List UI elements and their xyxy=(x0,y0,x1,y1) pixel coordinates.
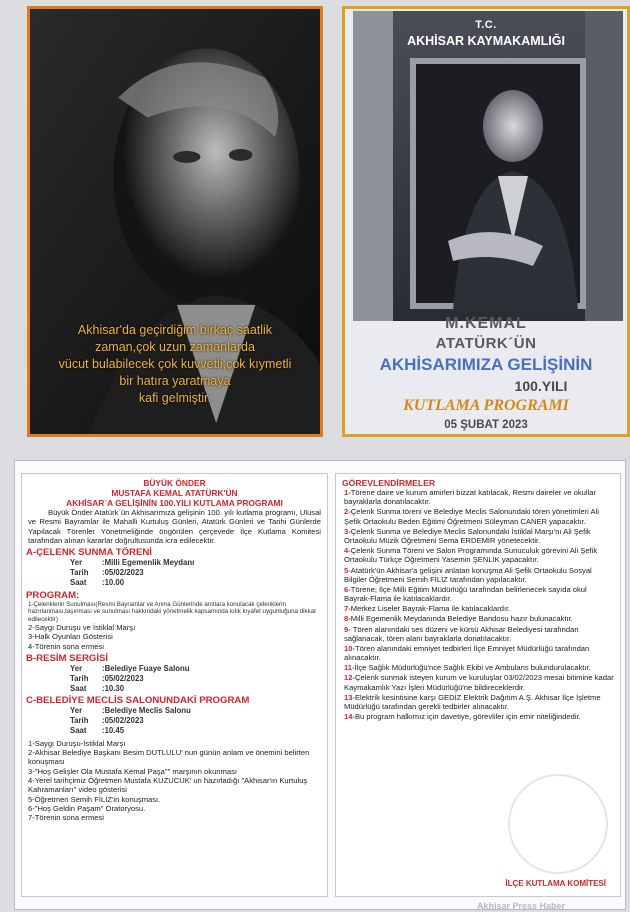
section-a-details: Yer :Milli Egemenlik Meydanı Tarih :05/02/2023 Saat :10.00 xyxy=(70,558,195,587)
list-item: 3-Halk Oyunları Gösterisi xyxy=(28,632,113,642)
gorev-item xyxy=(344,673,614,692)
header-line: BÜYÜK ÖNDER xyxy=(143,478,206,488)
section-b-title: B-RESİM SERGİSİ xyxy=(26,652,109,664)
quote-text xyxy=(36,322,314,407)
gorev-item-number: 10- xyxy=(344,643,355,653)
list-item: 4-Yerel tarihçimiz Öğretmen Mustafa KUZUCUK' un hazırladığı "Akhisar'ın Kurtuluş Kahramanları" video gösterisi xyxy=(28,775,308,795)
quote-line: vücut bulabilecek çok kuvvetli,çok kıymetli xyxy=(58,357,292,371)
gorev-item-number: 1- xyxy=(344,488,351,497)
gorev-item-number: 12- xyxy=(344,673,355,683)
gorev-item-number: 2- xyxy=(344,507,351,517)
list-item: 1-Saygı Duruşu-İstiklal Marşı xyxy=(28,738,126,748)
header-line: AKHİSAR´A GELİŞİNİN 100.YILI KUTLAMA PROGRAMI xyxy=(66,498,283,508)
title-panel xyxy=(342,6,630,437)
gorev-item-text: Çelenk sunmak isteyen kurum ve kuruluşlar 03/02/2023 mesai bitimine kadar Kaymakamlık Yazı İşleri Müdürlüğü'ne bildireceklerdir. xyxy=(344,673,614,692)
section-b-details: Yer :Belediye Fuaye Salonu Tarih :05/02/2023 Saat :10.30 xyxy=(70,663,190,693)
section-c-list xyxy=(22,739,327,823)
program-subtitle: PROGRAM: xyxy=(26,589,80,601)
gorev-item-number: 5- xyxy=(344,565,351,575)
gorev-item-text: Çelenk Sunma ve Belediye Meclis Salonundaki İstiklal Marşı'nı Ali Şefik Ortaokulu Müzik Öğretmeni Sema ERDEMİR yönetecektir. xyxy=(344,526,591,546)
gorev-item xyxy=(344,546,614,565)
gorev-item-text: Milli Egemenlik Meydanında Belediye Bandosu hazır bulunacaktır. xyxy=(350,614,573,624)
gorev-item-text: İlçe Sağlık Müdürlüğü'nce Sağlık Ekibi ve Ambulans bulundurulacaktır. xyxy=(354,663,591,673)
stamp-mark xyxy=(508,774,608,874)
list-item: 6-"Hoş Geldin Paşam" Oratoryosu. xyxy=(28,803,146,813)
list-item: 1-Çelenklerin Sunulması(Resmi Bayramlar ve Anma Günlerinde anıtlara konulacak çelenklerin hazırlanması,taşınması ve sunulması hakkındaki yönetmelik kapsamında kılık kıyafet uygunluğuna dikkat edilecektir) xyxy=(28,600,316,623)
list-item: 3-"Hoş Gelişler Ola Mustafa Kemal Paşa"" marşının okunması xyxy=(28,766,237,776)
gorev-item xyxy=(344,625,614,644)
gorev-item-text: Törene; İlçe Milli Eğitim Müdürlüğü tarafından belirlenecek sayıda okul Bayrak-Flama ile katılacaklardır. xyxy=(344,584,587,604)
program-intro: Büyük Önder Atatürk´ün Akhisarımıza gelişinin 100. yılı kutlama programı, Ulusal ve Resmi Bayramlar ile Mahalli Kurtuluş Günleri, Atatürk Günleri ve Tarihi Günlerde Yapılacak Törenler Yönetmeliğinde öngörülen çerçevede İlçe Kutlama Komitesi tarafından alınan kararlar doğrultusunda icra edilecektir. xyxy=(28,508,321,545)
gorev-item xyxy=(344,604,614,613)
title-line-1: M.KEMAL xyxy=(445,315,527,332)
gorev-item xyxy=(344,527,614,546)
gorevlendirmeler-list xyxy=(336,488,620,721)
quote-line: Akhisar'da geçirdiğim birkaç saatlik xyxy=(77,323,273,337)
list-item: 5-Öğretmen Semih FİLİZ'in konuşması. xyxy=(28,794,161,804)
gorev-item-number: 13- xyxy=(344,692,355,702)
gorev-item xyxy=(344,488,614,507)
header-line: MUSTAFA KEMAL ATATÜRK'ÜN xyxy=(111,488,238,498)
gorev-item-text: Bu program halkımız için davetiye, görevliler için emir niteliğindedir. xyxy=(354,712,581,722)
gorev-item xyxy=(344,644,614,663)
gorev-item-text: Merkez Liseler Bayrak-Flama ile katılacaklardır. xyxy=(350,604,511,614)
gorev-item xyxy=(344,693,614,712)
program-header xyxy=(22,478,327,508)
gorevlendirmeler-column xyxy=(335,473,621,897)
gorev-item-number: 7- xyxy=(344,604,351,614)
section-c-title: C-BELEDİYE MECLİS SALONUNDAKİ PROGRAM xyxy=(26,695,250,707)
komite-signature: İLÇE KUTLAMA KOMİTESİ xyxy=(505,879,606,888)
kaymakamlik-label: AKHİSAR KAYMAKAMLIĞI xyxy=(407,34,565,48)
list-item: 2-Akhisar Belediye Başkanı Besim DUTLULU' nun günün anlam ve önemini belirten konuşması xyxy=(28,748,310,767)
program-sheet xyxy=(14,460,626,910)
gorev-item-number: 9- xyxy=(344,624,351,634)
gorev-item xyxy=(344,663,614,672)
quote-line: kafi gelmiştir. xyxy=(138,391,212,405)
gorev-item-text: Tören alanındaki ses düzeni ve kürsü Akhisar Belediyesi tarafından sağlanacak, tören alanı bayraklarla donatılacaktır. xyxy=(344,624,579,643)
portrait-panel xyxy=(27,6,323,437)
program-column xyxy=(21,473,328,897)
title-line-4: 100.YILI xyxy=(514,378,568,394)
watermark-text: Akhisar Press Haber xyxy=(476,901,565,911)
gorev-item-number: 6- xyxy=(344,584,351,594)
quote-line: zaman,çok uzun zamanlarda xyxy=(95,340,255,354)
gorev-item-text: Elektrik kesintisine karşı GEDİZ Elektrik Dağıtım A.Ş. Akhisar İlçe İşletme Müdürlüğü tarafından gerekli tedbirler alınacaktır. xyxy=(344,692,601,712)
title-date: 05 ŞUBAT 2023 xyxy=(444,419,528,431)
list-item: 4-Törenin sona ermesi xyxy=(28,641,104,651)
gorev-item-text: Tören alanındaki emniyet tedbirleri İlçe Emniyet Müdürlüğü tarafından alınacaktır. xyxy=(344,643,590,663)
gorev-item-text: Törene daire ve kurum amirleri bizzat katılacak, Resmi daireler ve okullar bayraklarla donatılacaktır. xyxy=(344,488,596,507)
quote-line: bir hatıra yaratmaya xyxy=(119,374,231,388)
gorev-item-text: Çelenk Sunma töreni ve Belediye Meclis Salonundaki tören yönetimleri Ali Şefik Ortaokulu Beden Eğitimi Öğretmeni Süleyman CANER yapacaktır. xyxy=(344,507,599,526)
gorev-item-number: 3- xyxy=(344,526,351,536)
tc-label: T.C. xyxy=(475,19,497,31)
gorev-item xyxy=(344,585,614,604)
gorev-item-number: 11- xyxy=(344,663,355,673)
gorev-item-text: Atatürk'ün Akhisar'a gelişini anlatan konuşma Ali Şefik Ortaokulu Sosyal Bilgiler Öğretmeni Semih FİLİZ tarafından yapılacaktır. xyxy=(344,565,592,584)
gorev-item-number: 8- xyxy=(344,614,351,624)
train-window-photo xyxy=(353,11,623,321)
list-item: 7-Törenin sona ermesi xyxy=(28,813,104,823)
section-c-details: Yer :Belediye Meclis Salonu Tarih :05/02/2023 Saat :10.45 xyxy=(70,706,191,735)
gorev-item-number: 14- xyxy=(344,712,355,722)
list-item: 2-Saygı Duruşu ve İstiklal Marşı xyxy=(28,623,136,633)
program-list xyxy=(22,601,327,651)
title-kutlama: KUTLAMA PROGRAMI xyxy=(403,397,569,414)
gorev-item-number: 4- xyxy=(344,546,351,556)
gorevlendirmeler-title: GÖREVLENDİRMELER xyxy=(342,478,436,488)
gorev-item xyxy=(344,712,614,721)
gorev-item-text: Çelenk Sunma Töreni ve Salon Programında Sunuculuk görevini Ali Şefik Ortaokulu Türkçe Öğretmeni Yasemin ŞENLİK yapacaktır. xyxy=(344,546,598,565)
gorev-item xyxy=(344,566,614,585)
title-line-2: ATATÜRK´ÜN xyxy=(435,335,537,352)
gorev-item xyxy=(344,614,614,623)
title-line-3: AKHİSARIMIZA GELİŞİNİN xyxy=(379,355,593,374)
section-a-title: A-ÇELENK SUNMA TÖRENİ xyxy=(26,547,152,559)
gorev-item xyxy=(344,507,614,526)
